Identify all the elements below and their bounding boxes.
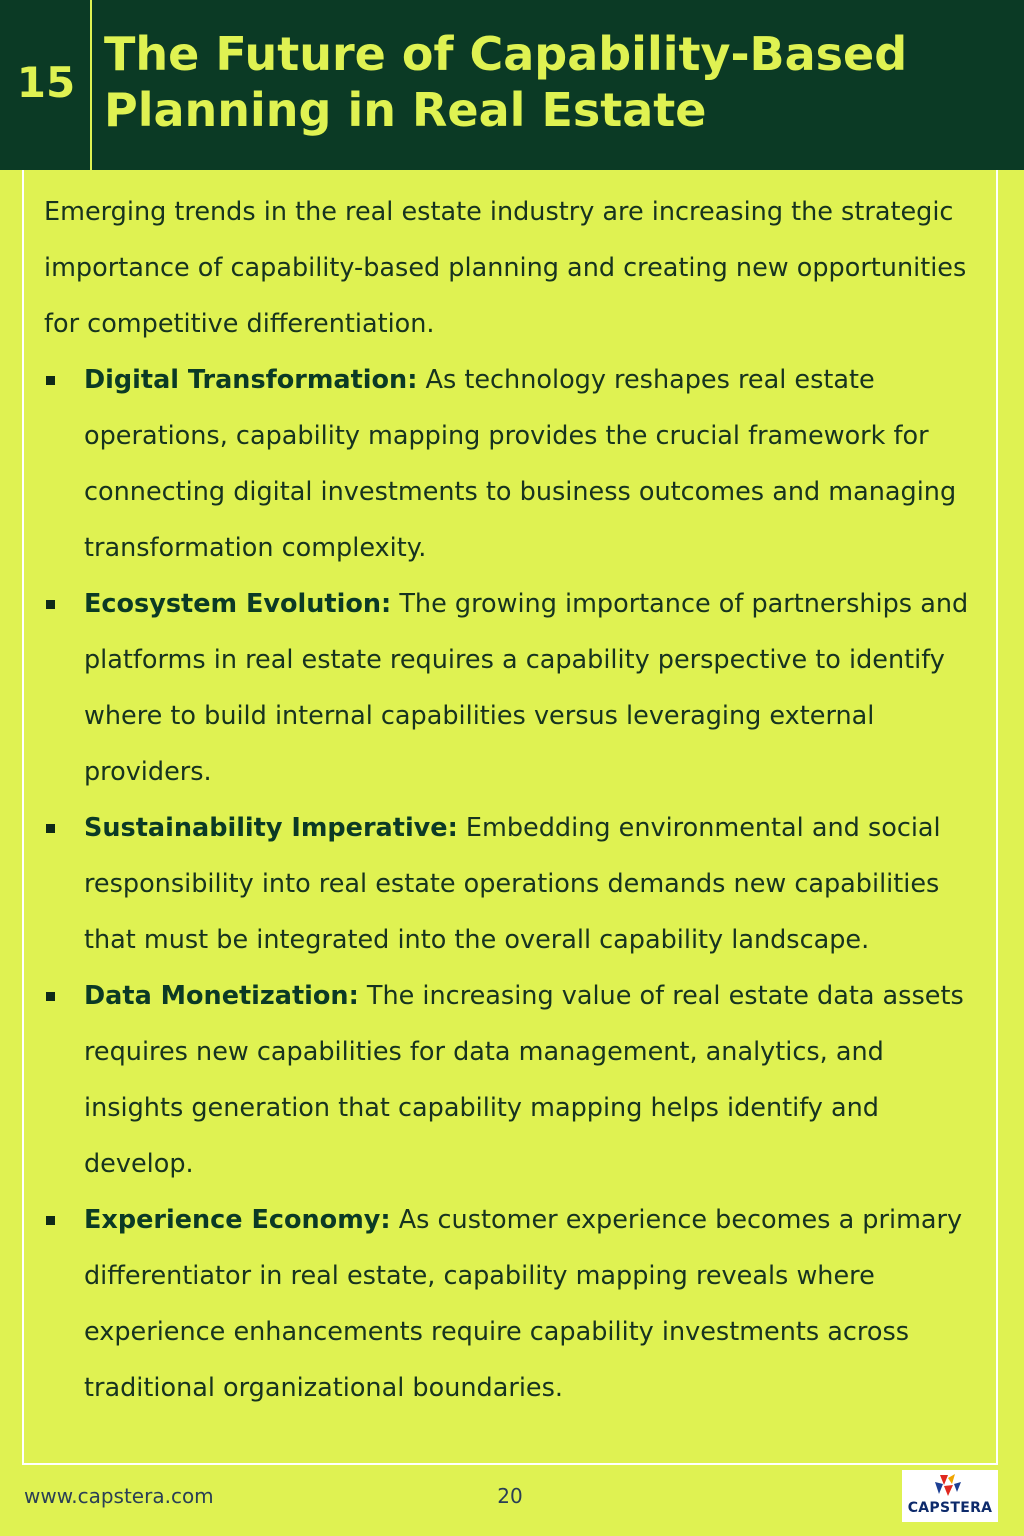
bullet-square-icon — [46, 824, 55, 833]
list-item — [44, 968, 974, 1192]
item-text: As customer experience becomes a primary differentiator in real estate, capability mapping reveals where experience enhancements require capability investments across traditional organizational boundaries. — [84, 1205, 963, 1403]
logo-text: CAPSTERA — [907, 1500, 993, 1516]
item-term: Data Monetization: — [84, 981, 359, 1011]
list-item — [44, 1192, 974, 1416]
item-text: The increasing value of real estate data assets requires new capabilities for data management, analytics, and insights generation that capability mapping helps identify and develop. — [84, 981, 964, 1179]
list-item — [44, 800, 974, 968]
capstera-logo-icon — [928, 1472, 968, 1498]
footer-url: www.capstera.com — [24, 1484, 214, 1508]
item-term: Ecosystem Evolution: — [84, 589, 392, 619]
page-number: 20 — [497, 1484, 523, 1508]
item-text: As technology reshapes real estate operations, capability mapping provides the crucial framework for connecting digital investments to business outcomes and managing transformation complexity. — [84, 365, 957, 563]
item-text: Embedding environmental and social responsibility into real estate operations demands new capabilities that must be integrated into the overall capability landscape. — [84, 813, 941, 955]
trend-list — [44, 352, 974, 1416]
bullet-square-icon — [46, 600, 55, 609]
item-term: Experience Economy: — [84, 1205, 391, 1235]
list-item — [44, 352, 974, 576]
content-body — [44, 184, 974, 1416]
page-header — [0, 0, 1024, 170]
capstera-logo — [902, 1470, 998, 1522]
item-term: Digital Transformation: — [84, 365, 418, 395]
page-title: The Future of Capability-Based Planning in Real Estate — [104, 27, 908, 137]
item-text: The growing importance of partnerships and platforms in real estate requires a capability perspective to identify where to build internal capabilities versus leveraging external providers. — [84, 589, 969, 787]
item-term: Sustainability Imperative: — [84, 813, 458, 843]
bullet-square-icon — [46, 1216, 55, 1225]
bullet-square-icon — [46, 376, 55, 385]
header-divider — [90, 0, 92, 170]
list-item — [44, 576, 974, 800]
section-number: 15 — [16, 58, 76, 107]
bullet-square-icon — [46, 992, 55, 1001]
intro-paragraph: Emerging trends in the real estate industry are increasing the strategic importance of capability-based planning and creating new opportunities for competitive differentiation. — [44, 197, 967, 339]
